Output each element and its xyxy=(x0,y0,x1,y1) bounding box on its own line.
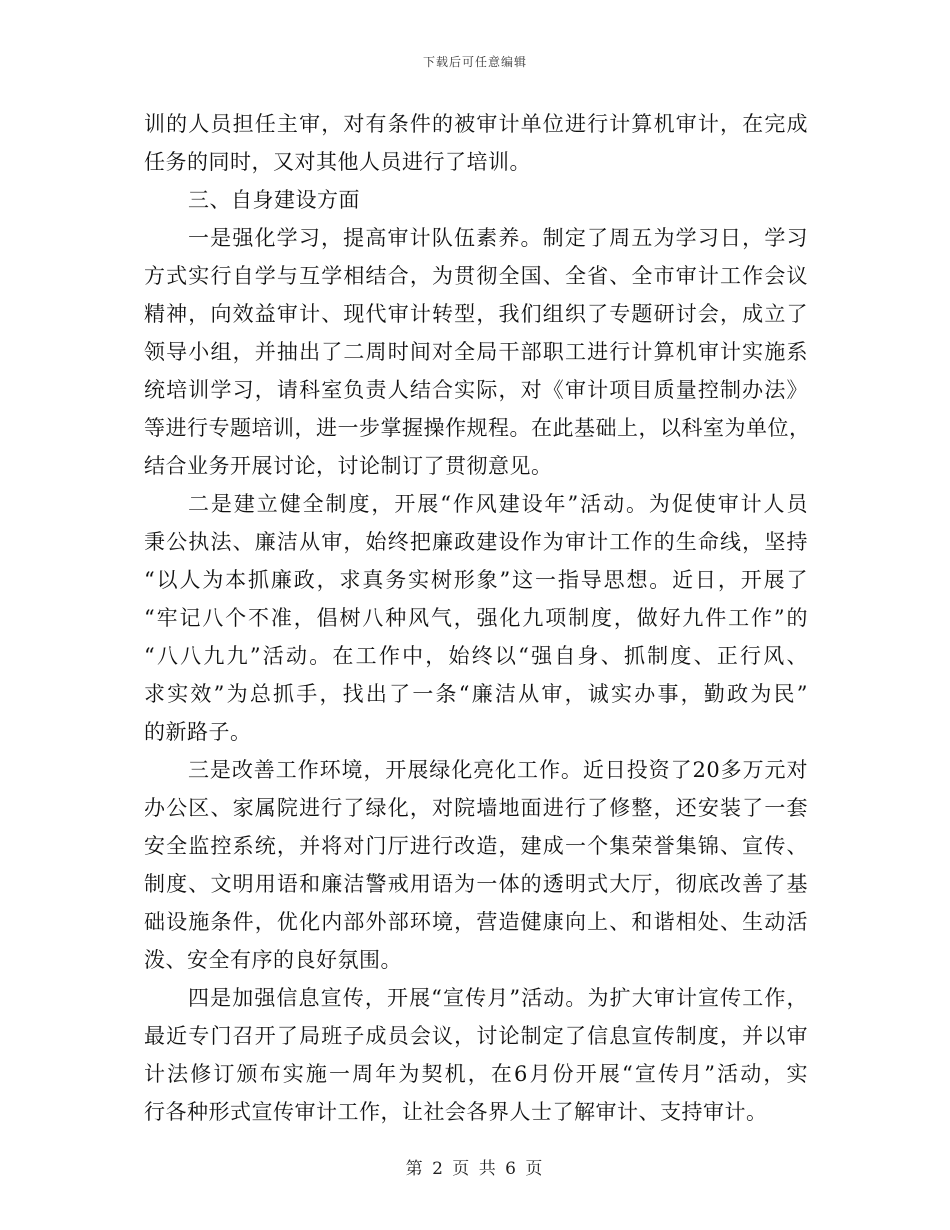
text-line: 方式实行自学与互学相结合，为贯彻全国、全省、全市审计工作会议 xyxy=(144,264,808,288)
text-line: 最近专门召开了局班子成员会议，讨论制定了信息宣传制度，并以审 xyxy=(144,1024,808,1048)
text-line: 行各种形式宣传审计工作，让社会各界人士了解审计、支持审计。 xyxy=(144,1100,768,1124)
text-line: 的新路子。 xyxy=(144,720,252,744)
text-line: “八八九九”活动。在工作中，始终以“强自身、抓制度、正行风、 xyxy=(144,644,808,668)
text-line: “牢记八个不准，倡树八种风气，强化九项制度，做好九件工作”的 xyxy=(144,606,808,630)
page-footer: 第 2 页 共 6 页 xyxy=(405,1159,545,1179)
text-line: 计法修订颁布实施一周年为契机，在6月份开展“宣传月”活动，实 xyxy=(144,1062,808,1086)
text-line: “以人为本抓廉政，求真务实树形象”这一指导思想。近日，开展了 xyxy=(144,568,808,592)
text-line: 础设施条件，优化内部外部环境，营造健康向上、和谐相处、生动活 xyxy=(144,910,808,934)
text-line: 求实效”为总抓手，找出了一条“廉洁从审，诚实办事，勤政为民” xyxy=(144,682,808,706)
text-line: 三、自身建设方面 xyxy=(188,188,360,212)
text-line: 四是加强信息宣传，开展“宣传月”活动。为扩大审计宣传工作， xyxy=(188,986,808,1010)
text-line: 结合业务开展讨论，讨论制订了贯彻意见。 xyxy=(144,454,553,478)
text-line: 训的人员担任主审，对有条件的被审计单位进行计算机审计，在完成 xyxy=(144,112,808,136)
text-line: 任务的同时，又对其他人员进行了培训。 xyxy=(144,150,531,174)
text-line: 秉公执法、廉洁从审，始终把廉政建设作为审计工作的生命线，坚持 xyxy=(144,530,808,554)
text-line: 三是改善工作环境，开展绿化亮化工作。近日投资了20多万元对 xyxy=(188,758,808,782)
text-line: 精神，向效益审计、现代审计转型，我们组织了专题研讨会，成立了 xyxy=(144,302,808,326)
text-line: 二是建立健全制度，开展“作风建设年”活动。为促使审计人员 xyxy=(188,492,808,516)
text-line: 统培训学习，请科室负责人结合实际，对《审计项目质量控制办法》 xyxy=(144,378,808,402)
text-line: 办公区、家属院进行了绿化，对院墙地面进行了修整，还安装了一套 xyxy=(144,796,808,820)
text-line: 领导小组，并抽出了二周时间对全局干部职工进行计算机审计实施系 xyxy=(144,340,808,364)
text-line: 制度、文明用语和廉洁警戒用语为一体的透明式大厅，彻底改善了基 xyxy=(144,872,808,896)
text-line: 一是强化学习，提高审计队伍素养。制定了周五为学习日，学习 xyxy=(188,226,808,250)
text-line: 泼、安全有序的良好氛围。 xyxy=(144,948,402,972)
text-line: 等进行专题培训，进一步掌握操作规程。在此基础上，以科室为单位， xyxy=(144,416,811,440)
document-body xyxy=(144,105,811,1131)
page-header: 下载后可任意编辑 xyxy=(422,55,527,69)
text-line: 安全监控系统，并将对门厅进行改造，建成一个集荣誉集锦、宣传、 xyxy=(144,834,808,858)
